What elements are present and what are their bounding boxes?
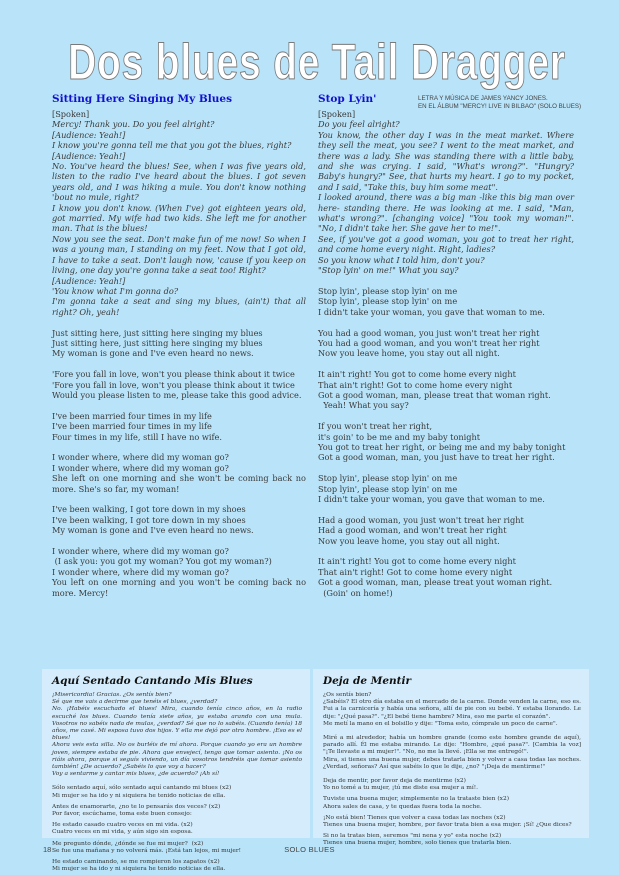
paragraph: ¿Os sentís bien? <box>323 692 372 698</box>
stanza <box>318 286 574 317</box>
lyric-line: I wonder where, where did my woman go? <box>52 566 229 577</box>
lyric-line: Deja de mentir, por favor deja de mentirme (x2) <box>323 778 466 785</box>
lyric-line: I wonder where, where did my woman go? <box>52 462 229 473</box>
lyric-line: I've been married four times in my life <box>52 421 212 432</box>
lyric-line: You had a good woman, you just won't treat her right <box>318 327 540 338</box>
stanza <box>52 545 309 598</box>
lyric-line: I wonder where, where did my woman go? <box>52 545 229 556</box>
song-title: Stop Lyin' <box>318 93 377 105</box>
paragraph: Ahora veis esta silla. No os burléis de mí ahora. Porque cuando yo era un hombre joven, siempre estaba de pie. Ahora que envejecí, tengo que tomar asiento. ¡No os riáis ahora, porque si seguís viviendo, un día vosotros tendréis que tomar asiento también! ¿De acuerdo? ¿Sabéis lo que voy a hacer? <box>52 742 302 771</box>
paragraph: You know, the other day I was in the meat market. Where they sell the meat, you see? I went to the meat market, and there was a lady. She was standing there with a little baby, and she was crying. I said, "What's wrong?". "Hungry? Baby's hungry?" See, that hurts my heart. I go to my pocket, and I said, "Take this, buy him some meat". <box>318 129 574 192</box>
paragraph: I know you don't know. (When I've) got eighteen years old, got married. My wife had two kids. She left me for another man. That is the blues! <box>52 202 306 234</box>
lyric-line: My woman is gone and I've even heard no news. <box>52 525 254 536</box>
lyric-line: Antes de enamorarte, ¿no te lo pensarás dos veces? (x2) <box>52 803 221 810</box>
stanza <box>318 515 574 546</box>
paragraph: [Audience: Yeah!] <box>52 129 126 140</box>
lyric-line: Si no la tratas bien, seremos "mi nena y yo" esta noche (x2) <box>323 833 502 840</box>
lyric-line: Yo no tomé a tu mujer, ¡tú me diste esa mujer a mí!. <box>323 785 479 792</box>
lyric-line: (Goin' on home!) <box>318 587 393 598</box>
lyric-line: 'Fore you fall in love, won't you please think about it twice <box>52 379 295 390</box>
lyric-line: Tuviste una buena mujer, simplemente no la trataste bien (x2) <box>323 796 509 803</box>
page-number: 18 <box>43 845 52 854</box>
paragraph: No. You've heard the blues! See, when I was five years old, listen to the radio I've heard about the blues. I got seven years old, and I was hiking a mule. You don't know nothing 'bout no mule, right? <box>52 161 306 203</box>
paragraph: I know you're gonna tell me that you got the blues, right? <box>52 140 292 151</box>
paragraph: Mira, si tienes una buena mujer, debes tratarla bien y volver a casa todas las noches. ¿Verdad, señoras? Así que sabéis lo que le dije, ¿no? "¡Deja de mentirme!" <box>323 756 581 770</box>
lyric-line: If you won't treat her right, <box>318 421 433 432</box>
spoken-label: [Spoken] <box>318 109 356 119</box>
lyric-line: Had a good woman, and won't treat her right <box>318 525 507 536</box>
paragraph: Now you see the seat. Don't make fun of me now! So when I was a young man, I standing on my feet. Now that I got old, I have to take a seat. Don't laugh now, 'cause if you keep on living, one day you're gonna take a seat too! Right? <box>52 233 306 276</box>
lyric-line: ¡No está bien! Tienes que volver a casa todas las noches (x2) <box>323 814 506 821</box>
song-lyrics <box>52 109 309 598</box>
paragraph: ¡Misericordia! Gracias. ¿Os sentís bien? <box>52 692 172 698</box>
paragraph: ¿Sabéis? El otro día estaba en el mercado de la carne. Donde venden la carne, eso es. Fui a la carnicería y había una señora, allí de pie con su bebé. Y estaba llorando. Le dije: "¿Qué pasa?". "¿El bebé tiene hambre? Mira, eso me parte el corazón". <box>323 699 581 720</box>
lyric-line: (I ask you: you got my woman? You got my woman?) <box>52 556 272 567</box>
lyric-line: You had a good woman, and you won't treat her right <box>318 337 540 348</box>
paragraph: I looked around, there was a big man -like this big man over here- standing there. He was looking at me. I said, "Man, what's wrong?". [changing voice] "You took my woman!". "No, I didn't take her. She gave her to me!". <box>318 192 574 234</box>
stanza <box>52 504 306 535</box>
magazine-name: SOLO BLUES <box>284 845 335 854</box>
paragraph: No. ¡Habéis escuchado el blues! Mira, cuando tenía cinco años, en la radio escuché los blues. Cuando tenía siete años, ya estaba arando con una mula. Vosotros no sabéis nada de mulas, ¿verdad? Sé que no lo sabéis. (Cuando tenía) 18 años, me casé. Mi esposa tuvo dos hijos. Y ella me dejó por otro hombre. ¡Eso es el blues! <box>52 706 302 742</box>
lyric-line: He estado casado cuatro veces en mi vida. (x2) <box>52 822 193 829</box>
spoken-section-2 <box>323 735 581 771</box>
lyric-line: I didn't take your woman, you gave that woman to me. <box>318 493 545 504</box>
lyric-line: 'Fore you fall in love, won't you please think about it twice <box>52 369 295 380</box>
lyric-line: Tienes una buena mujer, hombre, por favor trata bien a esa mujer. ¡Sí! ¿Que dices? <box>323 822 572 829</box>
lyric-line: Sólo sentado aquí, sólo sentado aquí cantando mi blues (x2) <box>52 785 232 792</box>
lyric-line: it's goin' to be me and my baby tonight <box>318 431 481 442</box>
stanza <box>52 822 302 836</box>
lyric-line: It ain't right! You got to come home every night <box>318 556 516 567</box>
stanza <box>318 556 574 598</box>
lyric-line: Four times in my life, still I have no wife. <box>52 431 223 442</box>
lyric-line: Now you leave home, you stay out all night. <box>318 535 500 546</box>
paragraph: [Audience: Yeah!] <box>52 275 126 286</box>
lyric-line: Would you please listen to me, please take this good advice. <box>52 389 302 400</box>
stanzas <box>323 778 581 848</box>
lyric-line: That ain't right! Got to come home every night <box>318 379 513 390</box>
stanza <box>52 804 302 818</box>
lyric-line: Mi mujer se ha ido y ni siquiera he tenido noticias de ella. <box>52 792 226 799</box>
lyric-line: It ain't right! You got to come home every night <box>318 369 516 380</box>
lyric-line: I've been walking, I got tore down in my shoes <box>52 504 246 515</box>
lyric-line: Stop lyin', please stop lyin' on me <box>318 473 458 484</box>
paragraph: So you know what I told him, don't you? <box>318 254 485 265</box>
translation-title: Deja de Mentir <box>323 675 412 687</box>
spoken-section <box>318 119 574 275</box>
credits-line-2: EN EL ÁLBUM "MERCY! LIVE IN BILBAO" (SOLO BLUES) <box>418 103 582 110</box>
stanza <box>318 328 574 359</box>
lyric-line: I've been walking, I got tore down in my shoes <box>52 514 246 525</box>
lyric-line: She left on one morning and she won't be coming back no more. She's so far, my woman! <box>52 473 309 494</box>
lyric-line: Yeah! What you say? <box>318 400 409 411</box>
lyric-line: Por favor, escúchame, toma este buen consejo: <box>52 811 192 818</box>
paragraph: Do you feel alright? <box>318 119 400 130</box>
stanza <box>52 785 302 799</box>
song-sitting-here <box>52 92 309 598</box>
song-title: Sitting Here Singing My Blues <box>52 93 232 105</box>
translation-box-deja-de-mentir <box>313 669 589 847</box>
stanzas <box>52 327 309 598</box>
stanza <box>52 859 302 873</box>
lyric-line: Just sitting here, just sitting here singing my blues <box>52 327 263 338</box>
stanza <box>318 369 574 411</box>
stanza <box>52 452 309 494</box>
lyric-line: Just sitting here, just sitting here singing my blues <box>52 337 263 348</box>
lyric-line: Had a good woman, you just won't treat her right <box>318 514 524 525</box>
paragraph: I'm gonna take a seat and sing my blues, (ain't) that all right? Oh, yeah! <box>52 296 306 317</box>
paragraph: Miré a mi alrededor, había un hombre grande (como este hombre grande de aquí), parado allí. Él me estaba mirando. Le dije: "Hombre, ¿qué pasa?". [Cambia la voz] "¡Te llevaste a mi mujer!". "No, no me la llevé. ¡Ella se me entregó!". <box>323 735 581 756</box>
lyric-line: Cuatro veces en mi vida, y aún sigo sin esposa. <box>52 829 193 836</box>
lyric-line: Now you leave home, you stay out all night. <box>318 348 500 359</box>
lyric-line: Stop lyin', please stop lyin' on me <box>318 483 458 494</box>
lyric-line: Me pregunto dónde, ¿dónde se fue mi mujer? (x2) <box>52 840 204 847</box>
translation-body <box>323 692 581 848</box>
lyric-line: Tienes una buena mujer, hombre, solo tienes que tratarla bien. <box>323 840 512 847</box>
song-lyrics <box>318 109 574 598</box>
lyric-line: Se fue una mañana y no volverá más. ¡Está tan lejos, mi mujer! <box>52 847 242 854</box>
lyric-line: Got a good woman, man, you just have to treat her right. <box>318 452 555 463</box>
stanzas <box>52 785 302 873</box>
credits-line-1: LETRA Y MÚSICA DE JAMES YANCY JONES. <box>418 95 548 102</box>
lyric-line: My woman is gone and I've even heard no news. <box>52 348 254 359</box>
spoken-section-1 <box>323 692 581 728</box>
translation-title: Aquí Sentado Cantando Mis Blues <box>52 675 253 687</box>
stanza <box>318 473 574 504</box>
spoken-label: [Spoken] <box>52 109 90 119</box>
spoken-section <box>52 119 306 317</box>
paragraph: Voy a sentarme y cantar mis blues, ¿de acuerdo? ¡Ah sí! <box>52 771 220 778</box>
lyric-line: That ain't right! Got to come home every night <box>318 566 513 577</box>
song-stop-lyin <box>318 92 574 598</box>
paragraph: "Stop lyin' on me!" What you say? <box>318 265 459 276</box>
stanza <box>323 778 581 792</box>
paragraph: 'You know what I'm gonna do? <box>52 285 179 296</box>
lyric-line: I didn't take your woman, you gave that woman to me. <box>318 306 545 317</box>
spoken-section <box>52 692 302 778</box>
paragraph: Me metí la mano en el bolsillo y dije: "Toma esto, cómprale un poco de carne". <box>323 720 558 727</box>
stanza <box>52 411 306 442</box>
lyric-line: You got to treat her right, or being me and my baby tonight <box>318 441 566 452</box>
paragraph: Mercy! Thank you. Do you feel alright? <box>52 119 215 130</box>
stanza <box>318 421 574 463</box>
lyric-line: Got a good woman, man, please treat that woman right. <box>318 389 551 400</box>
lyric-line: Mi mujer se ha ido y ni siquiera he tenido noticias de ella. <box>52 866 226 873</box>
lyric-line: Stop lyin', please stop lyin' on me <box>318 285 458 296</box>
page-title: Dos blues de Tail Dragger <box>68 34 566 90</box>
paragraph: Sé que me vais a decirme que tenéis el blues, ¿verdad? <box>52 699 218 706</box>
lyric-line: Ahora sales de casa, y te quedas fuera toda la noche. <box>323 803 482 810</box>
lyric-line: He estado caminando, se me rompieron los zapatos (x2) <box>52 859 220 866</box>
lyric-line: Stop lyin', please stop lyin' on me <box>318 296 458 307</box>
paragraph: [Audience: Yeah!] <box>52 150 126 161</box>
paragraph: See, if you've got a good woman, you got to treat her right, and come home every night. Right, ladies? <box>318 233 574 255</box>
lyric-line: I wonder where, where did my woman go? <box>52 452 229 463</box>
stanza <box>52 328 306 359</box>
lyric-line: You left on one morning and you won't be coming back no more. Mercy! <box>52 577 309 598</box>
lyric-line: Got a good woman, man, please treat yout woman right. <box>318 577 553 588</box>
stanzas <box>318 286 574 598</box>
stanza <box>52 369 306 400</box>
stanza <box>323 796 581 810</box>
stanza <box>323 815 581 829</box>
lyric-line: I've been married four times in my life <box>52 410 212 421</box>
